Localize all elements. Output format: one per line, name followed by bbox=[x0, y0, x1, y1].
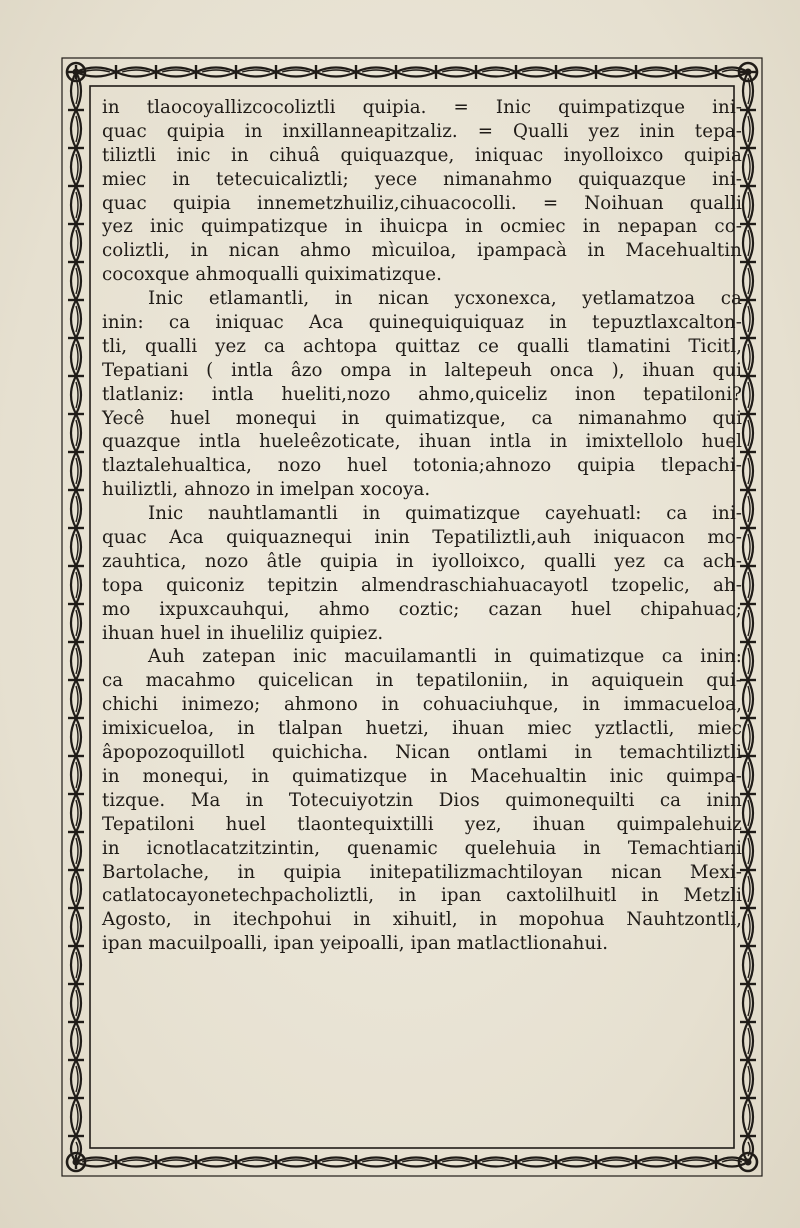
text-line: quac Aca quiquaznequi inin Tepatiliztli,auh iniquacon mo- bbox=[102, 527, 742, 549]
paragraph bbox=[102, 502, 742, 645]
text-line: quazque intla hueleêzoticate, ihuan intla in imixtellolo huel bbox=[102, 431, 742, 453]
text-line: Inic etlamantli, in nican ycxonexca, yetlamatzoa ca bbox=[148, 288, 742, 310]
text-line: chichi inimezo; ahmono in cohuaciuhque, in immacueloa, bbox=[102, 694, 742, 716]
text-line: yez inic quimpatizque in ihuicpa in ocmiec in nepapan co- bbox=[102, 216, 742, 238]
text-line: tli, qualli yez ca achtopa quittaz ce qualli tlamatini Ticitl, bbox=[102, 335, 742, 357]
text-line: cocoxque ahmoqualli quiximatizque. bbox=[102, 264, 442, 286]
text-line: tlatlaniz: intla hueliti,nozo ahmo,quiceliz inon tepatiloni? bbox=[102, 383, 742, 405]
text-line: quac quipia in inxillanneapitzaliz. = Qualli yez inin tepa- bbox=[102, 120, 742, 142]
paragraph bbox=[102, 287, 742, 502]
document-body bbox=[102, 96, 742, 1096]
text-line: tlaztalehualtica, nozo huel totonia;ahnozo quipia tlepachi- bbox=[102, 455, 742, 477]
text-line: ihuan huel in ihueliliz quipiez. bbox=[102, 622, 384, 644]
text-line: imixicueloa, in tlalpan huetzi, ihuan miec yztlactli, miec bbox=[102, 718, 742, 740]
text-line: Agosto, in itechpohui in xihuitl, in mopohua Nauhtzontli, bbox=[102, 909, 742, 931]
text-line: Tepatiloni huel tlaontequixtilli yez, ihuan quimpalehuiz bbox=[102, 813, 742, 835]
text-line: mo ixpuxcauhqui, ahmo coztic; cazan huel chipahuac; bbox=[102, 598, 742, 620]
text-line: Tepatiani ( intla âzo ompa in laltepeuh onca ), ihuan qui bbox=[102, 359, 742, 381]
text-line: miec in tetecuicaliztli; yece nimanahmo quiquazque ini- bbox=[102, 168, 742, 190]
text-line: âpopozoquillotl quichicha. Nican ontlami in temachtiliztli bbox=[102, 742, 742, 764]
text-line: Auh zatepan inic macuilamantli in quimatizque ca inin: bbox=[148, 646, 742, 668]
text-line: in icnotlacatzitzintin, quenamic quelehuia in Temachtiani bbox=[102, 837, 742, 859]
text-line: topa quiconiz tepitzin almendraschiahuacayotl tzopelic, ah- bbox=[102, 574, 742, 596]
text-line: coliztli, in nican ahmo mìcuiloa, ipampacà in Macehualtin bbox=[102, 240, 742, 262]
text-line: ipan macuilpoalli, ipan yeipoalli, ipan matlactlionahui. bbox=[102, 933, 609, 955]
text-line: zauhtica, nozo âtle quipia in iyolloixco, qualli yez ca ach- bbox=[102, 550, 742, 572]
text-line: in tlaocoyallizcocoliztli quipia. = Inic quimpatizque ini- bbox=[102, 97, 742, 118]
text-line: Yecê huel monequi in quimatizque, ca nimanahmo qui bbox=[102, 407, 742, 429]
text-line: huiliztli, ahnozo in imelpan xocoya. bbox=[102, 479, 431, 501]
text-line: catlatocayonetechpacholiztli, in ipan caxtolilhuitl in Metzli bbox=[102, 885, 742, 907]
text-line: Bartolache, in quipia initepatilizmachtiloyan nican Mexi- bbox=[102, 861, 742, 883]
text-line: ca macahmo quicelican in tepatiloniin, in aquiquein qui- bbox=[102, 670, 742, 692]
paragraph bbox=[102, 96, 742, 287]
text-line: quac quipia innemetzhuiliz,cihuacocolli. = Noihuan qualli bbox=[102, 192, 742, 214]
text-line: Inic nauhtlamantli in quimatizque cayehuatl: ca ini- bbox=[148, 503, 742, 525]
text-line: tizque. Ma in Totecuiyotzin Dios quimonequilti ca inin bbox=[102, 789, 742, 811]
text-line: tiliztli inic in cihuâ quiquazque, iniquac inyolloixco quipia bbox=[102, 144, 742, 166]
paragraph bbox=[102, 645, 742, 956]
text-line: inin: ca iniquac Aca quinequiquiquaz in tepuztlaxcalton- bbox=[102, 312, 742, 334]
text-line: in monequi, in quimatizque in Macehualtin inic quimpa- bbox=[102, 765, 742, 787]
